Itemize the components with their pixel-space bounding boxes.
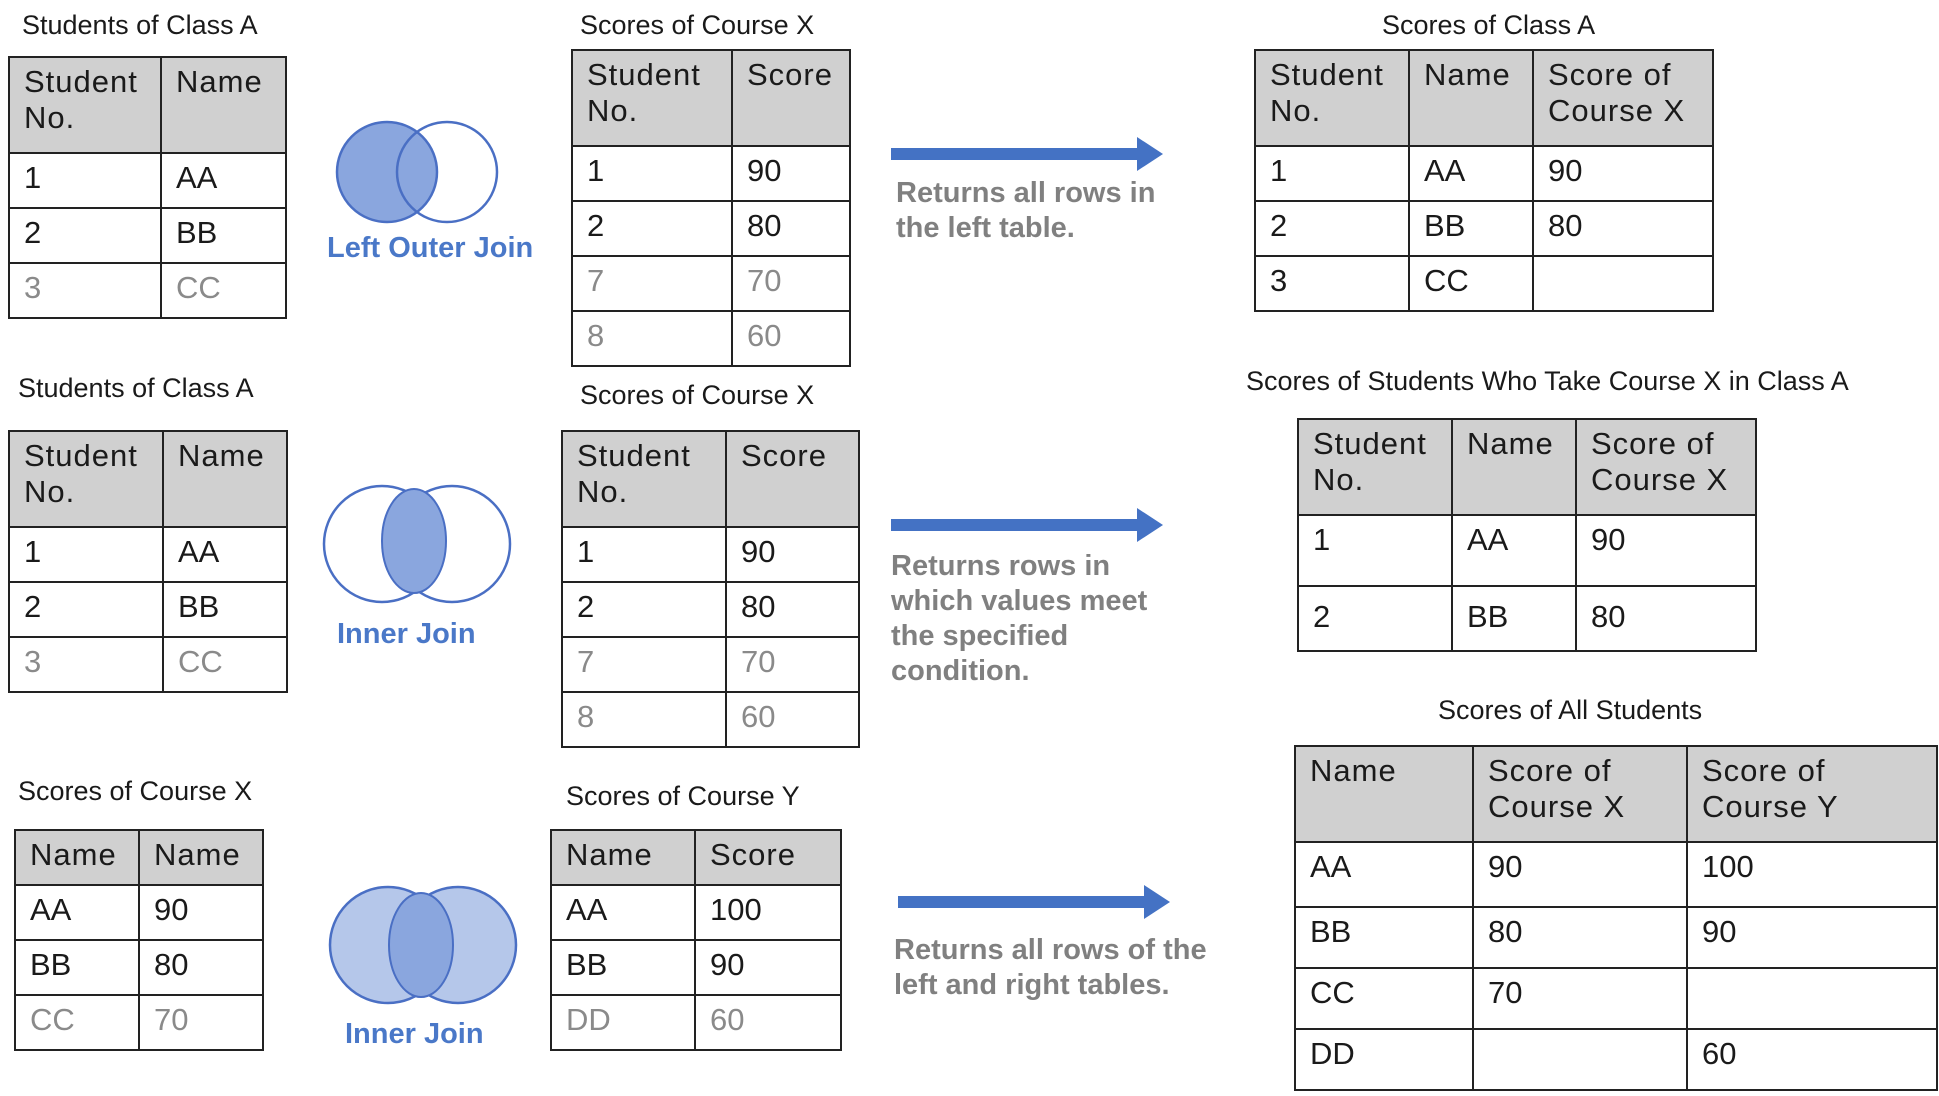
table-header — [1298, 419, 1452, 515]
table-cell: CC — [15, 995, 139, 1050]
table-cell: 2 — [1298, 586, 1452, 651]
header-label: Name — [566, 837, 653, 872]
table-cell: 3 — [9, 637, 163, 692]
table-row — [1255, 146, 1713, 201]
table-row — [1295, 907, 1937, 968]
table-cell: AA — [1409, 146, 1533, 201]
table-cell: BB — [163, 582, 287, 637]
table-row — [9, 582, 287, 637]
table-row — [9, 527, 287, 582]
table-row — [15, 885, 263, 940]
table-cell: AA — [15, 885, 139, 940]
table-header — [1687, 746, 1937, 842]
table-cell: 90 — [1473, 842, 1687, 907]
table-cell: BB — [1295, 907, 1473, 968]
table-cell: 60 — [732, 311, 850, 366]
description-line: condition. — [891, 655, 1030, 687]
table-row — [562, 582, 859, 637]
table-header — [1409, 50, 1533, 146]
header-label: Name — [1310, 753, 1397, 788]
left-outer-join-venn — [328, 122, 518, 232]
table-cell: 70 — [732, 256, 850, 311]
table-cell — [1473, 1029, 1687, 1090]
row3-arrow — [898, 885, 1170, 919]
table-cell: 80 — [1473, 907, 1687, 968]
header-label: Student No. — [24, 64, 138, 135]
row2-left-table — [8, 430, 288, 693]
table-header — [562, 431, 726, 527]
table-cell: AA — [161, 153, 286, 208]
table-row — [562, 527, 859, 582]
table-cell: BB — [551, 940, 695, 995]
left-outer-join-label: Left Outer Join — [327, 232, 534, 264]
table-cell: 90 — [732, 146, 850, 201]
table-cell: 3 — [1255, 256, 1409, 311]
table-header — [1255, 50, 1409, 146]
table-cell: 90 — [1533, 146, 1713, 201]
table-row — [1255, 201, 1713, 256]
table-cell: 1 — [572, 146, 732, 201]
table-cell: 2 — [9, 582, 163, 637]
row2-arrow — [891, 508, 1163, 542]
table-row — [1298, 586, 1756, 651]
table-cell: 90 — [726, 527, 859, 582]
table-header — [695, 830, 841, 885]
description-line: Returns all rows in — [896, 177, 1156, 209]
table-cell: 60 — [1687, 1029, 1937, 1090]
table-cell: 1 — [1298, 515, 1452, 586]
row1-arrow — [891, 137, 1163, 171]
table-cell: 80 — [732, 201, 850, 256]
header-label: Student No. — [577, 438, 691, 509]
inner-join-venn — [322, 484, 512, 606]
header-label: Student No. — [587, 57, 701, 128]
table-cell: 100 — [1687, 842, 1937, 907]
table-cell: 60 — [726, 692, 859, 747]
table-cell: 60 — [695, 995, 841, 1050]
row2-left-caption: Students of Class A — [18, 373, 254, 403]
row1-result-table — [1254, 49, 1714, 312]
table-cell: 2 — [562, 582, 726, 637]
table-cell: 100 — [695, 885, 841, 940]
table-cell: AA — [551, 885, 695, 940]
table-cell: BB — [15, 940, 139, 995]
table-row — [9, 153, 286, 208]
table-row — [1295, 1029, 1937, 1090]
table-header — [1473, 746, 1687, 842]
table-cell: BB — [161, 208, 286, 263]
table-cell: 90 — [1687, 907, 1937, 968]
header-label: Name — [1424, 57, 1511, 92]
table-cell: 7 — [572, 256, 732, 311]
header-label: Score — [741, 438, 827, 473]
header-label: Student No. — [1313, 426, 1427, 497]
row2-description — [891, 549, 1147, 689]
table-row — [572, 256, 850, 311]
table-row — [551, 995, 841, 1050]
row3-result-caption: Scores of All Students — [1438, 695, 1703, 725]
header-label: Name — [176, 64, 263, 99]
header-label: Name — [178, 438, 265, 473]
table-cell: BB — [1409, 201, 1533, 256]
table-cell: 80 — [726, 582, 859, 637]
row1-middle-caption: Scores of Course X — [580, 10, 815, 40]
table-cell: 70 — [726, 637, 859, 692]
description-line: Returns rows in — [891, 550, 1111, 582]
header-label: Score of Course Y — [1702, 753, 1839, 824]
table-cell: AA — [1452, 515, 1576, 586]
row1-left-table — [8, 56, 287, 319]
row3-description — [894, 933, 1207, 1003]
table-cell: CC — [163, 637, 287, 692]
description-line: left and right tables. — [894, 969, 1170, 1001]
row2-result-table — [1297, 418, 1757, 652]
row2-middle-table — [561, 430, 860, 748]
header-label: Name — [30, 837, 117, 872]
table-cell: 1 — [1255, 146, 1409, 201]
table-cell: 90 — [1576, 515, 1756, 586]
table-cell: AA — [1295, 842, 1473, 907]
table-cell — [1687, 968, 1937, 1029]
header-label: Score of Course X — [1591, 426, 1729, 497]
table-row — [572, 146, 850, 201]
table-row — [1298, 515, 1756, 586]
header-label: Student No. — [24, 438, 138, 509]
header-label: Student No. — [1270, 57, 1384, 128]
row1-result-caption: Scores of Class A — [1382, 10, 1596, 40]
table-cell: 80 — [1533, 201, 1713, 256]
table-header — [726, 431, 859, 527]
row2-middle-caption: Scores of Course X — [580, 380, 815, 410]
table-header — [1295, 746, 1473, 842]
table-row — [551, 940, 841, 995]
table-cell: 90 — [695, 940, 841, 995]
table-header — [139, 830, 263, 885]
header-label: Score of Course X — [1488, 753, 1626, 824]
table-cell: BB — [1452, 586, 1576, 651]
row3-middle-caption: Scores of Course Y — [566, 781, 800, 811]
table-header — [15, 830, 139, 885]
table-row — [15, 995, 263, 1050]
table-row — [9, 637, 287, 692]
table-row — [1295, 968, 1937, 1029]
table-header — [1533, 50, 1713, 146]
table-cell: DD — [1295, 1029, 1473, 1090]
table-header — [551, 830, 695, 885]
header-label: Score of Course X — [1548, 57, 1686, 128]
table-row — [572, 201, 850, 256]
table-row — [551, 885, 841, 940]
table-row — [572, 311, 850, 366]
table-cell: 80 — [1576, 586, 1756, 651]
description-line: Returns all rows of the — [894, 934, 1207, 966]
table-cell: 8 — [572, 311, 732, 366]
table-cell: 70 — [1473, 968, 1687, 1029]
table-row — [1295, 842, 1937, 907]
row3-left-caption: Scores of Course X — [18, 776, 253, 806]
table-cell: 2 — [572, 201, 732, 256]
row1-middle-table — [571, 49, 851, 367]
header-label: Name — [1467, 426, 1554, 461]
table-cell: DD — [551, 995, 695, 1050]
row3-join-label: Inner Join — [345, 1018, 484, 1050]
table-row — [9, 208, 286, 263]
table-header — [161, 57, 286, 153]
description-line: the left table. — [896, 212, 1075, 244]
table-header — [9, 57, 161, 153]
table-cell: 3 — [9, 263, 161, 318]
table-cell: 1 — [562, 527, 726, 582]
table-row — [1255, 256, 1713, 311]
table-header — [1576, 419, 1756, 515]
table-row — [15, 940, 263, 995]
table-header — [9, 431, 163, 527]
table-cell: CC — [161, 263, 286, 318]
table-cell: CC — [1295, 968, 1473, 1029]
row3-result-table — [1294, 745, 1938, 1091]
table-cell: AA — [163, 527, 287, 582]
table-cell: 90 — [139, 885, 263, 940]
row1-description — [896, 176, 1155, 246]
row3-middle-table — [550, 829, 842, 1051]
full-join-venn — [328, 885, 520, 1007]
table-header — [572, 50, 732, 146]
row1-left-caption: Students of Class A — [22, 10, 258, 40]
table-cell: 70 — [139, 995, 263, 1050]
header-label: Score — [747, 57, 833, 92]
table-row — [562, 637, 859, 692]
table-cell: 1 — [9, 527, 163, 582]
table-cell — [1533, 256, 1713, 311]
table-cell: 2 — [1255, 201, 1409, 256]
inner-join-label: Inner Join — [337, 618, 476, 650]
table-cell: 80 — [139, 940, 263, 995]
table-header — [732, 50, 850, 146]
row3-left-table — [14, 829, 264, 1051]
description-line: which values meet — [891, 585, 1148, 617]
table-header — [1452, 419, 1576, 515]
table-row — [9, 263, 286, 318]
table-header — [163, 431, 287, 527]
header-label: Score — [710, 837, 796, 872]
table-row — [562, 692, 859, 747]
table-cell: 8 — [562, 692, 726, 747]
table-cell: 2 — [9, 208, 161, 263]
row2-result-caption: Scores of Students Who Take Course X in Class A — [1246, 366, 1849, 396]
table-cell: 7 — [562, 637, 726, 692]
description-line: the specified — [891, 620, 1069, 652]
header-label: Name — [154, 837, 241, 872]
table-cell: 1 — [9, 153, 161, 208]
table-cell: CC — [1409, 256, 1533, 311]
